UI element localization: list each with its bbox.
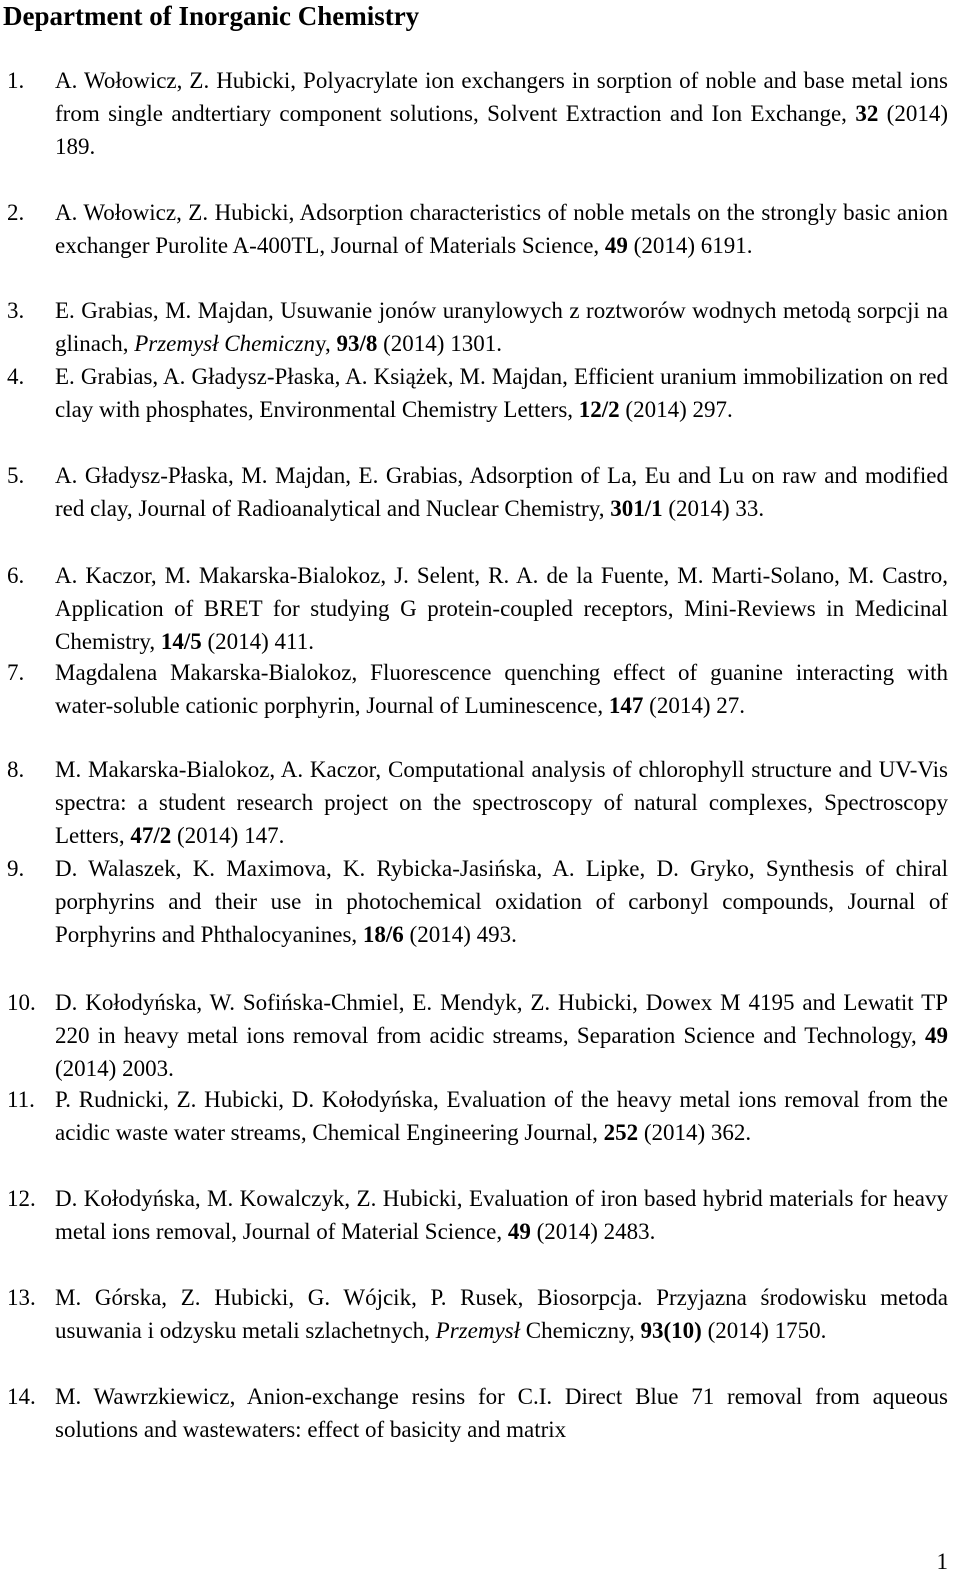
volume-number: 147 <box>608 693 644 718</box>
reference-fragment: (2014) 27. <box>643 693 745 718</box>
reference-number: 2. <box>7 200 25 225</box>
reference-fragment: M. Górska, Z. Hubicki, G. Wójcik, P. Rusek, Biosorpcja. Przyjazna środowisku metoda usuwania i odzysku metali szlachetnych, <box>55 1285 948 1343</box>
reference-text <box>55 360 948 426</box>
page-title: Department of Inorganic Chemistry <box>3 1 420 31</box>
reference-fragment: D. Kołodyńska, M. Kowalczyk, Z. Hubicki, Evaluation of iron based hybrid materials for heavy metal ions removal, Journal of Material Science, <box>55 1186 948 1244</box>
reference-fragment: A. Kaczor, M. Makarska-Bialokoz, J. Selent, R. A. de la Fuente, M. Marti-Solano, M. Castro, Application of BRET for studying G protein-coupled receptors, Mini-Reviews in Medicinal Chemistry, <box>55 563 948 654</box>
volume-number: 47/2 <box>130 823 172 848</box>
reference-text <box>55 852 948 951</box>
reference-fragment: (2014) 1750. <box>701 1318 827 1343</box>
reference-fragment: D. Walaszek, K. Maximova, K. Rybicka-Jasińska, A. Lipke, D. Gryko, Synthesis of chiral porphyrins and their use in photochemical oxidation of carbonyl compounds, Journal of Porphyrins and Phthalocyanines, <box>55 856 948 947</box>
reference-text <box>55 753 948 852</box>
reference-number: 11. <box>7 1087 35 1112</box>
reference-fragment: D. Kołodyńska, W. Sofińska-Chmiel, E. Mendyk, Z. Hubicki, Dowex M 4195 and Lewatit TP 220 in heavy metal ions removal from acidic streams, Separation Science and Technology, <box>55 990 948 1048</box>
reference-text <box>55 559 948 658</box>
reference-number: 1. <box>7 68 25 93</box>
reference-fragment: M. Wawrzkiewicz, Anion-exchange resins for C.I. Direct Blue 71 removal from aqueous solutions and wastewaters: effect of basicity and matrix <box>55 1384 948 1442</box>
reference-fragment: (2014) 362. <box>638 1120 752 1145</box>
journal-name-italic: Przemysł <box>435 1318 520 1343</box>
reference-fragment: E. Grabias, M. Majdan, Usuwanie jonów uranylowych z roztworów wodnych metodą sorpcji na glinach, <box>55 298 948 356</box>
reference-number: 7. <box>7 660 25 685</box>
reference-text <box>55 196 948 262</box>
reference-fragment: M. Makarska-Bialokoz, A. Kaczor, Computational analysis of chlorophyll structure and UV-Vis spectra: a student research project on the spectroscopy of natural complexes, Spectroscopy Letters, <box>55 757 948 848</box>
reference-fragment: (2014) 147. <box>171 823 285 848</box>
reference-fragment: (2014) 33. <box>662 496 765 521</box>
volume-number: 14/5 <box>160 629 202 654</box>
reference-text <box>55 986 948 1085</box>
reference-fragment: A. Gładysz-Płaska, M. Majdan, E. Grabias, Adsorption of La, Eu and Lu on raw and modified red clay, Journal of Radioanalytical and Nuclear Chemistry, <box>55 463 948 521</box>
volume-number: 301/1 <box>610 496 663 521</box>
reference-number: 9. <box>7 856 25 881</box>
reference-fragment: (2014) 2483. <box>530 1219 656 1244</box>
journal-name-italic: Przemysł Chemiczn <box>134 331 315 356</box>
volume-number: 18/6 <box>362 922 404 947</box>
reference-fragment: E. Grabias, A. Gładysz-Płaska, A. Książek, M. Majdan, Efficient uranium immobilization on red clay with phosphates, Environmental Chemistry Letters, <box>55 364 948 422</box>
reference-number: 8. <box>7 757 25 782</box>
volume-number: 49 <box>507 1219 531 1244</box>
reference-number: 3. <box>7 298 25 323</box>
reference-number: 10. <box>7 990 36 1015</box>
reference-fragment: P. Rudnicki, Z. Hubicki, D. Kołodyńska, Evaluation of the heavy metal ions removal from the acidic waste water streams, Chemical Engineering Journal, <box>55 1087 948 1145</box>
reference-fragment: y, <box>314 331 337 356</box>
reference-fragment: (2014) 2003. <box>55 1056 174 1081</box>
reference-fragment: (2014) 411. <box>201 629 314 654</box>
reference-fragment: A. Wołowicz, Z. Hubicki, Polyacrylate ion exchangers in sorption of noble and base metal ions from single andtertiary component solutions, Solvent Extraction and Ion Exchange, <box>55 68 948 126</box>
page-number: 1 <box>936 1549 948 1574</box>
volume-number: 12/2 <box>578 397 620 422</box>
volume-number: 93(10) <box>640 1318 702 1343</box>
reference-text <box>55 1182 948 1248</box>
volume-number: 252 <box>603 1120 639 1145</box>
reference-fragment: A. Wołowicz, Z. Hubicki, Adsorption characteristics of noble metals on the strongly basic anion exchanger Purolite A-400TL, Journal of Materials Science, <box>55 200 948 258</box>
volume-number: 49 <box>925 1023 948 1048</box>
reference-text <box>55 294 948 360</box>
reference-number: 14. <box>7 1384 36 1409</box>
volume-number: 93/8 <box>336 331 378 356</box>
reference-number: 13. <box>7 1285 36 1310</box>
reference-number: 5. <box>7 463 25 488</box>
reference-fragment: Magdalena Makarska-Bialokoz, Fluorescence quenching effect of guanine interacting with water-soluble cationic porphyrin, Journal of Luminescence, <box>55 660 948 718</box>
reference-fragment: (2014) 297. <box>619 397 733 422</box>
reference-text <box>55 64 948 163</box>
reference-fragment: Chemiczny, <box>520 1318 641 1343</box>
reference-text <box>55 1281 948 1347</box>
reference-fragment: (2014) 493. <box>403 922 517 947</box>
reference-text <box>55 459 948 525</box>
reference-fragment: (2014) 6191. <box>627 233 753 258</box>
reference-text <box>55 1083 948 1149</box>
reference-number: 6. <box>7 563 25 588</box>
reference-text <box>55 1380 948 1446</box>
reference-number: 4. <box>7 364 25 389</box>
volume-number: 49 <box>604 233 628 258</box>
reference-text <box>55 656 948 722</box>
volume-number: 32 <box>855 101 879 126</box>
reference-number: 12. <box>7 1186 36 1211</box>
reference-fragment: (2014) 1301. <box>377 331 502 356</box>
reference-fragment: (2014) 189. <box>55 101 948 159</box>
